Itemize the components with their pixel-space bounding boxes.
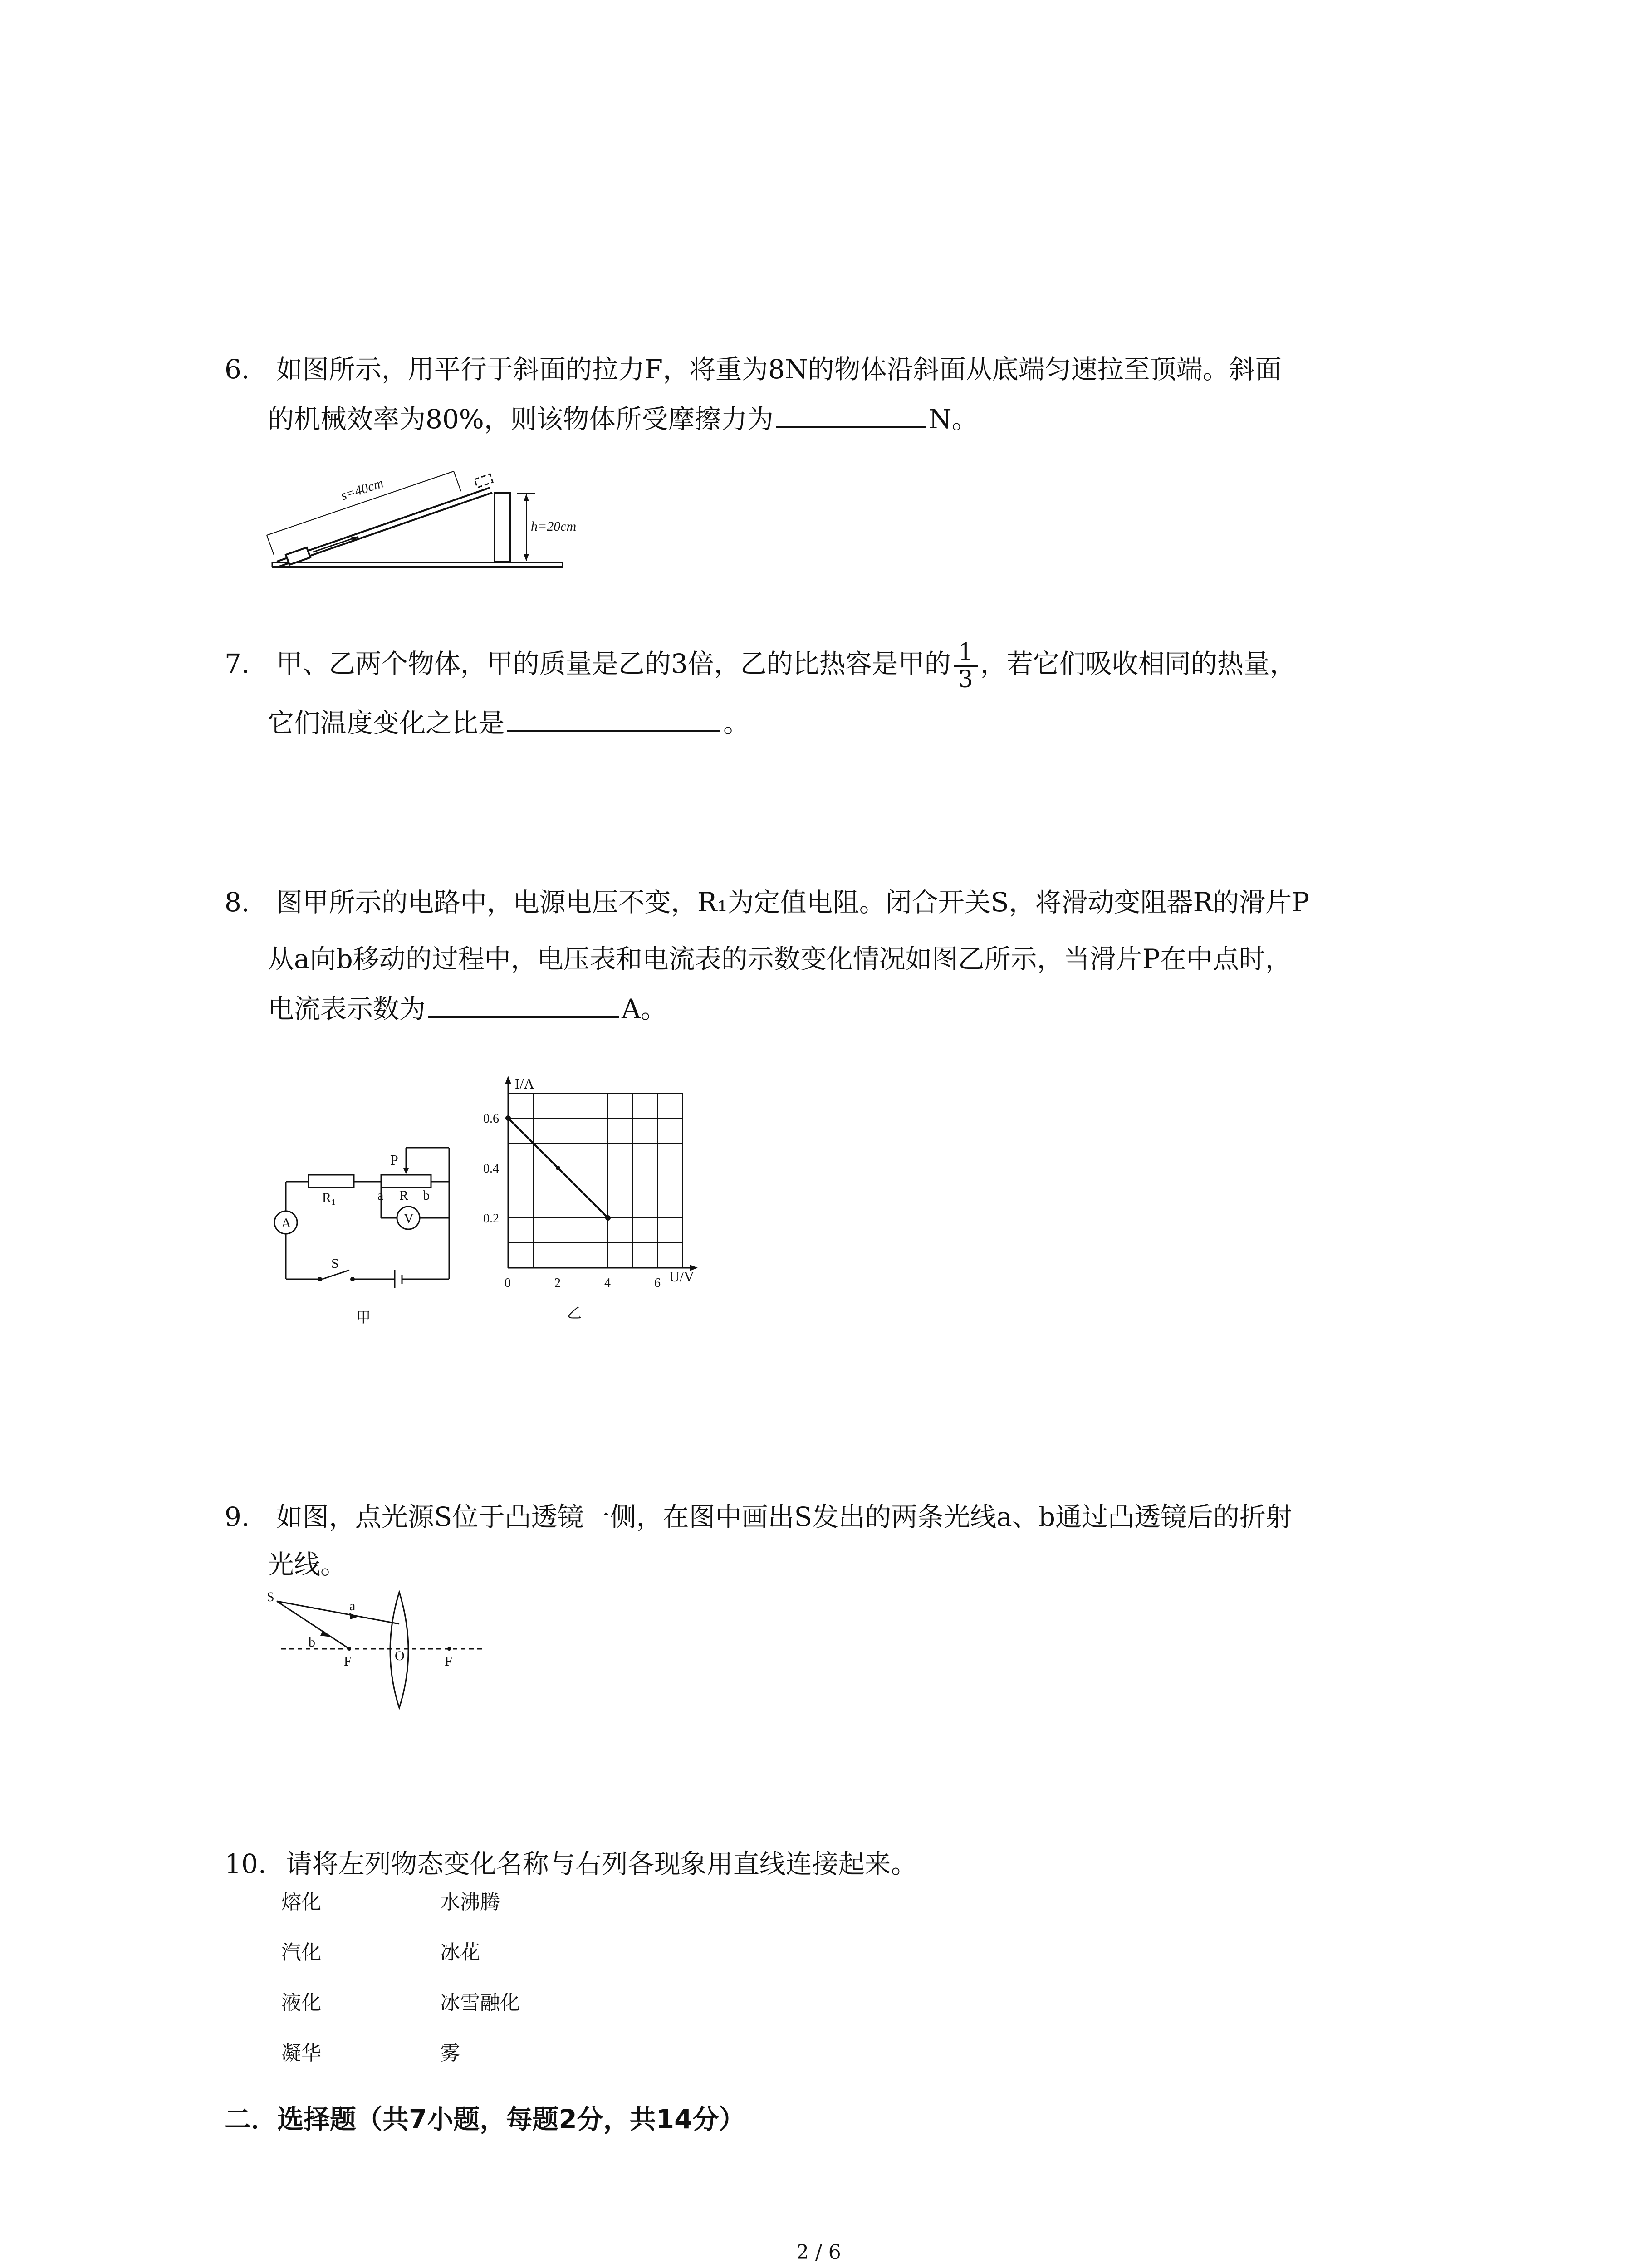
q7-text-2a: 它们温度变化之比是 [268, 708, 505, 738]
q7-text-1b: ，若它们吸收相同的热量， [980, 648, 1296, 679]
q7-line-1 [225, 640, 1296, 692]
q6-number: 6. [225, 354, 250, 385]
q7-fraction [954, 640, 978, 692]
fig-h-label: h=20cm [531, 519, 577, 534]
graph-ylabel: I/A [515, 1075, 534, 1092]
source-s-label: S [267, 1589, 274, 1604]
match-right-3[interactable]: 雾 [440, 2042, 460, 2065]
q7-number: 7. [225, 648, 250, 679]
q6-text-2b: N。 [928, 404, 978, 435]
y-tick-label: 0.6 [483, 1112, 499, 1126]
y-axis-arrow [505, 1076, 511, 1084]
optical-center-label: O [395, 1648, 405, 1663]
incline-figure [263, 456, 577, 574]
circuit-r1-label: R₁ [322, 1190, 336, 1205]
q8-text-2: 从a向b移动的过程中，电压表和电流表的示数变化情况如图乙所示，当滑片P在中点时， [268, 943, 1292, 974]
q7-line-2 [268, 710, 749, 736]
q7-frac-num: 1 [954, 640, 978, 667]
q8-line-1 [225, 887, 1310, 918]
data-point [505, 1115, 511, 1121]
ray-a-label: a [349, 1598, 356, 1613]
match-left-0[interactable]: 熔化 [281, 1891, 321, 1914]
circuit-caption: 甲 [356, 1309, 371, 1325]
q8-line-2 [268, 943, 1292, 974]
q8-answer-blank[interactable] [428, 1012, 619, 1018]
y-tick-label: 0.2 [483, 1212, 499, 1226]
q7-frac-den: 3 [958, 666, 973, 693]
x-tick-label: 2 [554, 1276, 561, 1290]
q9-text-2: 光线。 [268, 1549, 347, 1580]
q8-line-3 [268, 993, 667, 1024]
q6-text-1: 如图所示，用平行于斜面的拉力F，将重为8N的物体沿斜面从底端匀速拉至顶端。斜面 [276, 354, 1282, 385]
switch-label: S [331, 1256, 339, 1271]
q8-text-1: 图甲所示的电路中，电源电压不变，R₁为定值电阻。闭合开关S，将滑动变阻器R的滑片P [276, 887, 1310, 918]
focus-left-label: F [344, 1654, 352, 1669]
q9-text-1: 如图，点光源S位于凸透镜一侧，在图中画出S发出的两条光线a、b通过凸透镜后的折射 [276, 1501, 1292, 1532]
graph-grid [508, 1093, 683, 1268]
line-midpoint-dot [556, 1166, 560, 1170]
q10-text-1: 请将左列物态变化名称与右列各现象用直线连接起来。 [285, 1848, 917, 1879]
match-left-3[interactable]: 凝华 [281, 2042, 321, 2065]
graph-caption: 乙 [567, 1305, 582, 1321]
section-2-heading: 二．选择题（共7小题，每题2分，共14分） [225, 2104, 745, 2135]
q6-answer-blank[interactable] [776, 422, 926, 428]
q6-line-1 [225, 354, 1282, 385]
circuit-a-label: a [377, 1188, 384, 1203]
q7-text-2b: 。 [723, 708, 750, 738]
match-left-1[interactable]: 汽化 [281, 1941, 321, 1964]
circuit-b-label: b [423, 1188, 430, 1203]
q8-text-3b: A。 [622, 993, 667, 1024]
voltmeter-label: V [404, 1211, 414, 1226]
q9-line-1 [225, 1501, 1292, 1532]
match-right-0[interactable]: 水沸腾 [440, 1891, 500, 1914]
x-tick-label: 6 [654, 1276, 661, 1290]
y-tick-label: 0.4 [483, 1162, 499, 1176]
match-left-2[interactable]: 液化 [281, 1991, 321, 2014]
focus-right-label: F [445, 1654, 452, 1669]
q9-line-2 [268, 1551, 347, 1578]
data-point [605, 1215, 611, 1221]
q10-line-1 [225, 1848, 917, 1879]
q10-number: 10. [225, 1848, 267, 1879]
x-tick-label: 4 [604, 1276, 611, 1290]
q9-number: 9. [225, 1501, 250, 1532]
circuit-diagram [259, 1139, 476, 1329]
ammeter-label: A [281, 1216, 291, 1231]
circuit-p-label: P [390, 1152, 398, 1168]
q8-number: 8. [225, 887, 250, 918]
x-tick-label: 0 [505, 1276, 511, 1290]
page-number: 2 / 6 [796, 2241, 841, 2264]
lens-figure [263, 1588, 499, 1715]
ray-b-label: b [309, 1635, 315, 1650]
q6-text-2a: 的机械效率为80%，则该物体所受摩擦力为 [268, 404, 774, 435]
iu-graph [481, 1070, 717, 1334]
match-right-2[interactable]: 冰雪融化 [440, 1991, 520, 2014]
circuit-r-label: R [399, 1188, 409, 1203]
fig-s-label: s=40cm [338, 475, 386, 503]
q8-text-3a: 电流表示数为 [268, 993, 426, 1024]
q6-line-2 [268, 404, 978, 435]
match-right-1[interactable]: 冰花 [440, 1941, 480, 1964]
q7-answer-blank[interactable] [507, 726, 720, 732]
graph-xlabel: U/V [669, 1268, 695, 1285]
q7-text-1a: 甲、乙两个物体，甲的质量是乙的3倍，乙的比热容是甲的 [276, 648, 951, 679]
